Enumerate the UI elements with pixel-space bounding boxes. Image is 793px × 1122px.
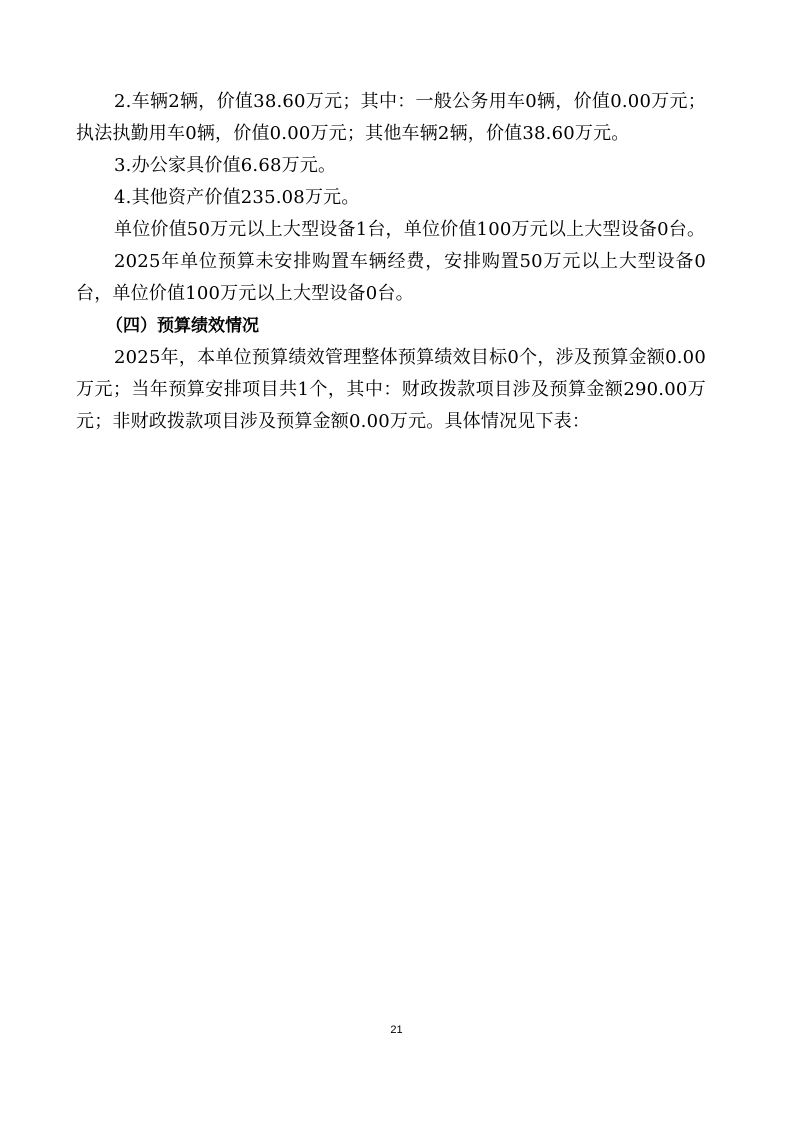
section-heading-performance: （四）预算绩效情况 <box>106 316 259 336</box>
paragraph-large-equipment: 单位价值50万元以上大型设备1台，单位价值100万元以上大型设备0台。 <box>114 219 706 240</box>
page-number: 21 <box>390 1024 403 1036</box>
paragraph-performance: 2025年，本单位预算绩效管理整体预算绩效目标0个，涉及预算金额0.00万元；当年预算安排项目共1个，其中：财政拨款项目涉及预算金额290.00万元；非财政拨款项目涉及预算金额0.00万元。具体情况见下表： <box>76 347 706 432</box>
paragraph-office-furniture: 3.办公家具价值6.68万元。 <box>114 155 337 176</box>
page-body <box>76 86 706 438</box>
paragraph-purchase-plan: 2025年单位预算未安排购置车辆经费，安排购置50万元以上大型设备0台，单位价值100万元以上大型设备0台。 <box>76 251 706 304</box>
paragraph-other-assets: 4.其他资产价值235.08万元。 <box>114 187 360 208</box>
paragraph-vehicles: 2.车辆2辆，价值38.60万元；其中：一般公务用车0辆，价值0.00万元；执法执勤用车0辆，价值0.00万元；其他车辆2辆，价值38.60万元。 <box>76 91 706 144</box>
